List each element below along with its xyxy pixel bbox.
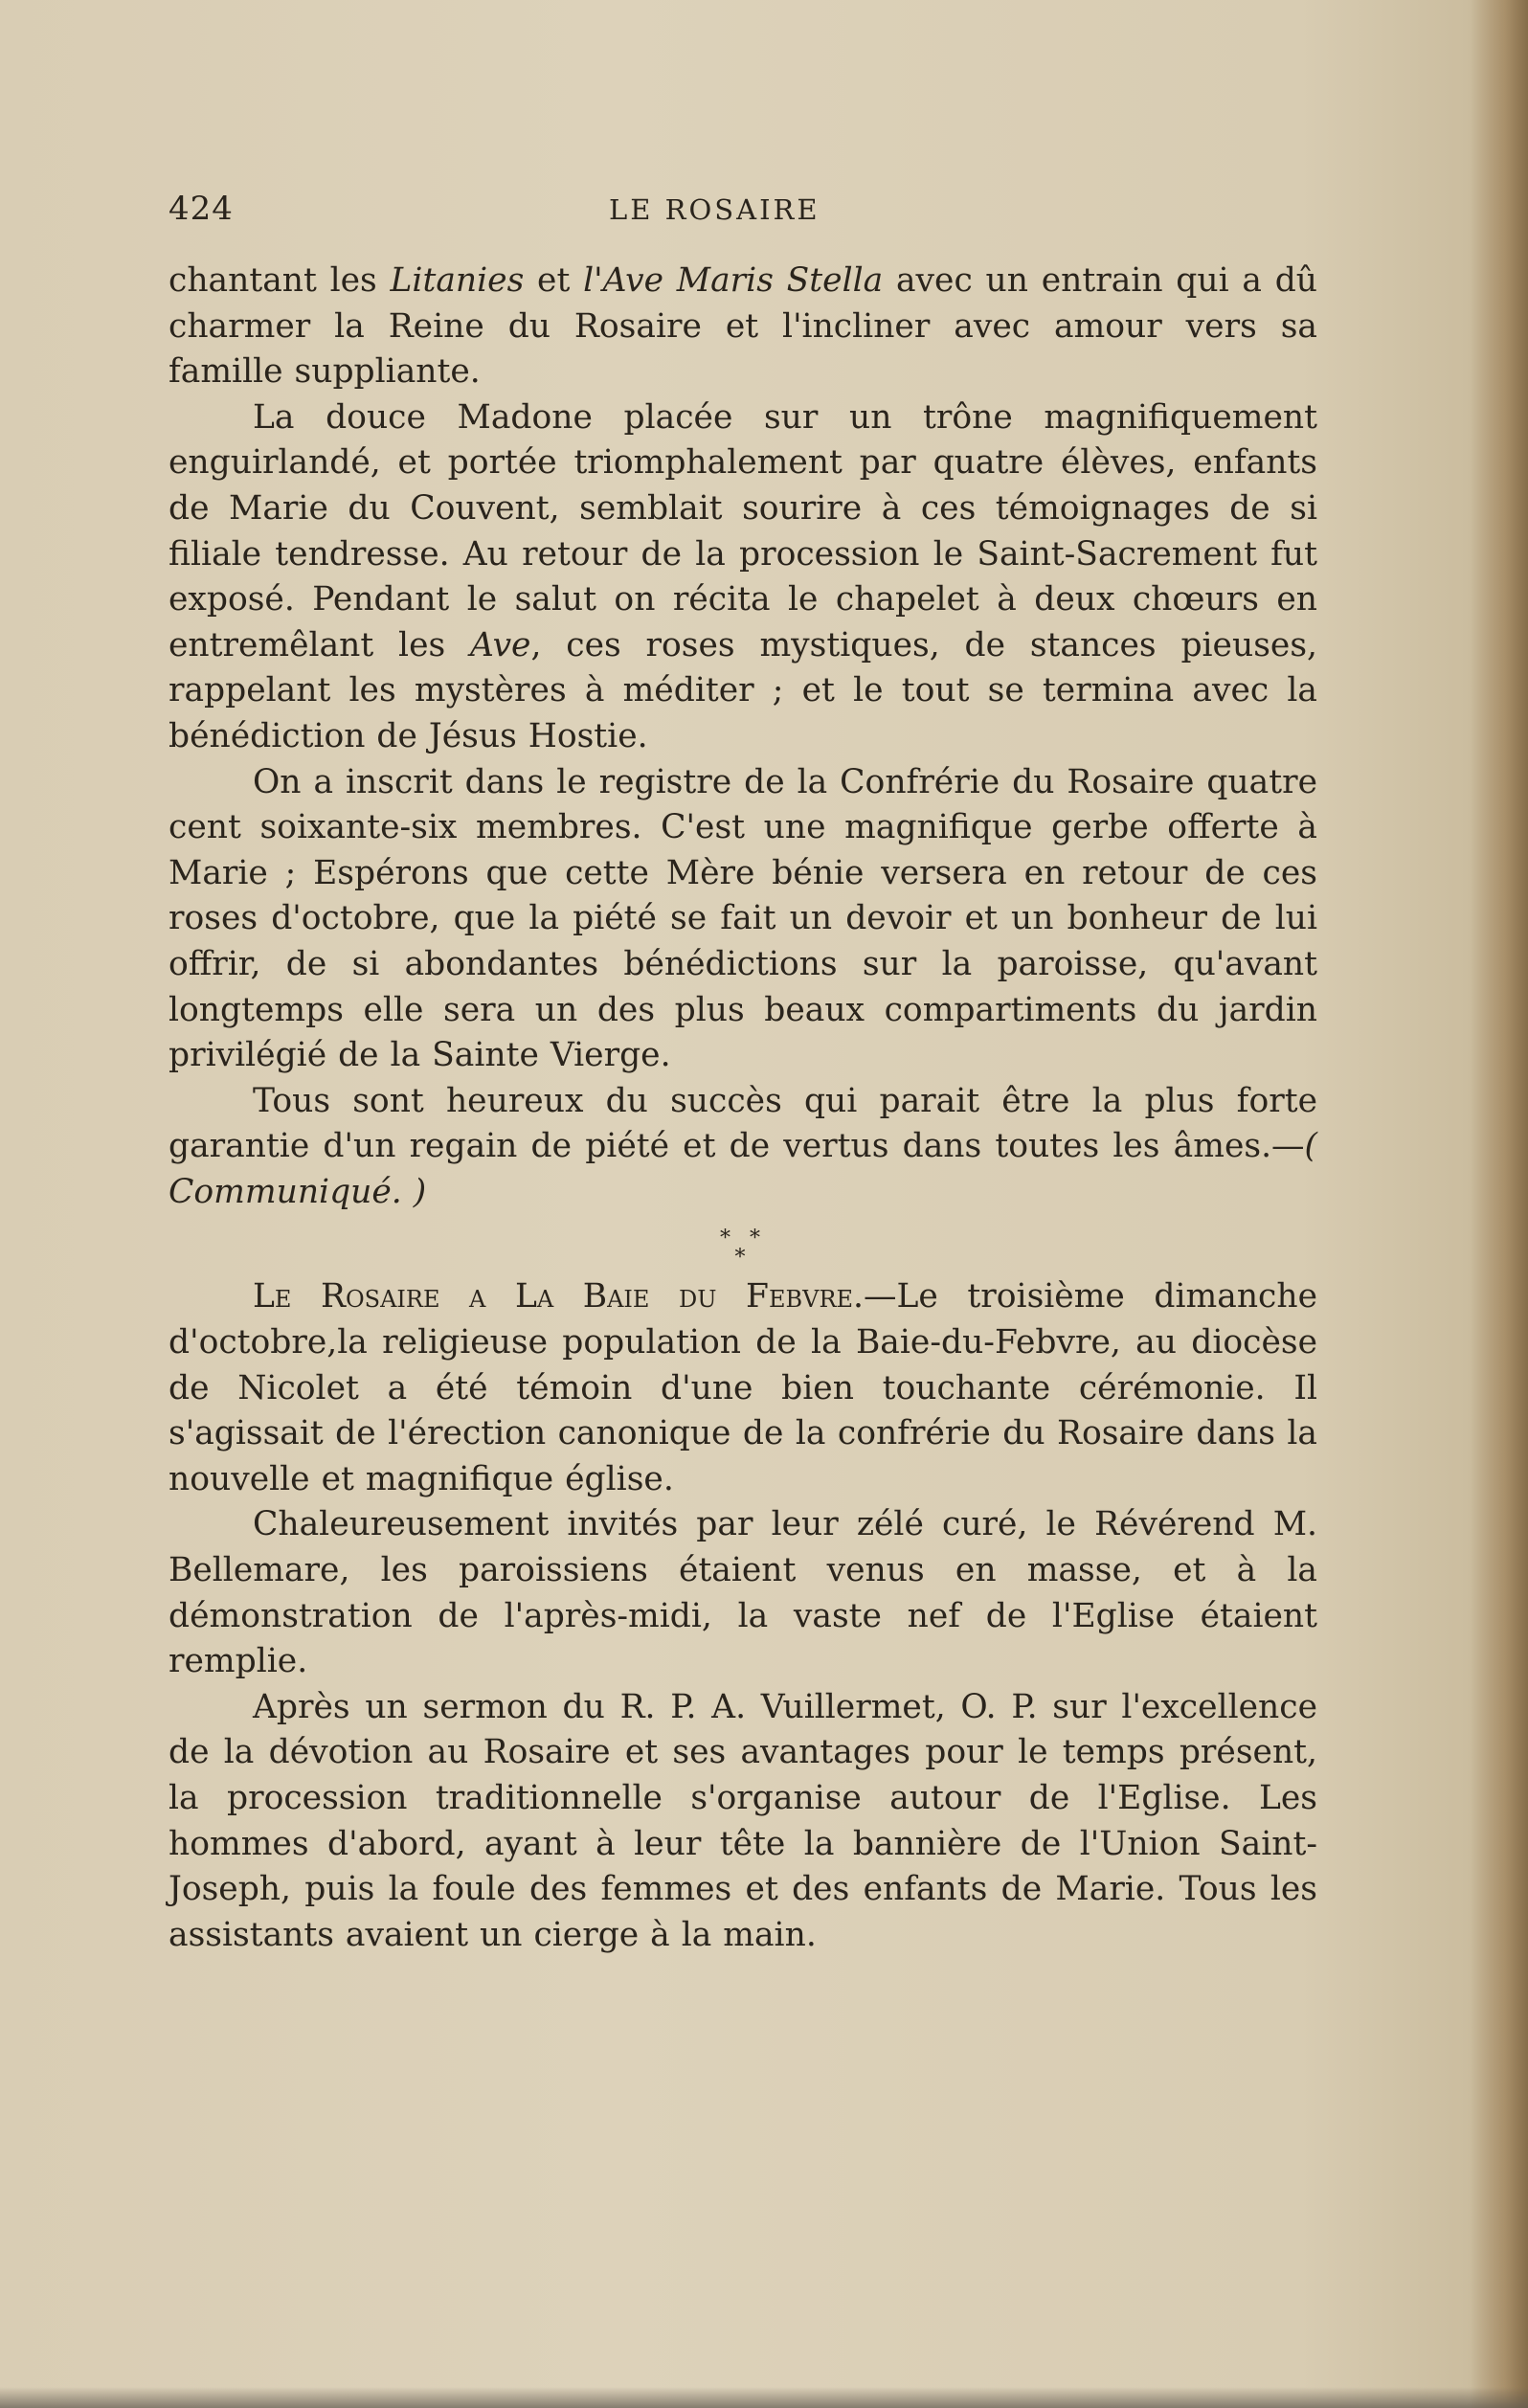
paragraph-6: Chaleureusement invités par leur zélé curé, le Révérend M. Bellemare, les paroissiens étaient venus en masse, et à la démonstration de l'après-midi, la vaste nef de l'Eglise étaient remplie. bbox=[169, 1505, 1317, 1681]
paragraph-7: Après un sermon du R. P. A. Vuillermet, O. P. sur l'excellence de la dévotion au Rosaire et ses avantages pour le temps présent, la procession traditionnelle s'organise autour de l'Eglise. Les hommes d'abord, ayant à leur tête la bannière de l'Union Saint-Joseph, puis la foule des femmes et des enfants de Marie. Tous les assistants avaient un cierge à la main. bbox=[169, 1687, 1317, 1954]
paragraph-4-text: Tous sont heureux du succès qui parait être la plus forte garantie d'un regain de piété et de vertus dans toutes les âmes.— bbox=[169, 1081, 1317, 1166]
article-body bbox=[169, 259, 1317, 1958]
page-bottom-edge bbox=[0, 2387, 1528, 2408]
asterism-top: * * bbox=[720, 1227, 766, 1251]
page-header bbox=[169, 190, 1317, 237]
paragraph-5-text: —Le troisième dimanche d'octobre,la religieuse population de la Baie-du-Febvre, au diocèse de Nicolet a été témoin d'une bien touchante cérémonie. Il s'agissait de l'érection canonique de la confrérie du Rosaire dans la nouvelle et magnifique église. bbox=[169, 1277, 1317, 1498]
paragraph-4-italic-communique: ( Communiqué. ) bbox=[169, 1127, 1317, 1211]
paragraph-5 bbox=[169, 1274, 1317, 1502]
paragraph-1 bbox=[169, 259, 1317, 395]
paragraph-1-text-b: et bbox=[524, 261, 584, 300]
page-number: 424 bbox=[169, 190, 234, 228]
paragraph-4 bbox=[169, 1079, 1317, 1216]
section-heading-baie-du-febvre: Le Rosaire a La Baie du Febvre. bbox=[253, 1277, 865, 1317]
paragraph-2 bbox=[169, 395, 1317, 760]
running-title: LE ROSAIRE bbox=[609, 193, 820, 226]
paragraph-2-text-b: , ces roses mystiques, de stances pieuses, rappelant les mystères à méditer ; et le tout se termina avec la bénédiction de Jésus Hostie. bbox=[169, 625, 1317, 755]
paragraph-3: On a inscrit dans le registre de la Confrérie du Rosaire quatre cent soixante-six membres. C'est une magnifique gerbe offerte à Marie ; Espérons que cette Mère bénie versera en retour de ces roses d'octobre, que la piété se fait un devoir et un bonheur de lui offrir, de si abondantes bénédictions sur la paroisse, qu'avant longtemps elle sera un des plus beaux compartiments du jardin privilégié de la Sainte Vierge. bbox=[169, 762, 1317, 1075]
paragraph-2-italic-ave: Ave bbox=[470, 625, 531, 664]
page-gutter-shadow bbox=[1471, 0, 1528, 2408]
paragraph-1-italic-litanies: Litanies bbox=[390, 261, 525, 300]
paragraph-1-italic-ave-maris-stella: l'Ave Maris Stella bbox=[583, 261, 884, 300]
paragraph-1-text-a: chantant les bbox=[169, 261, 391, 300]
paragraph-2-text-a: La douce Madone placée sur un trône magnifiquement enguirlandé, et portée triomphalement par quatre élèves, enfants de Marie du Couvent, semblait sourire à ces témoignages de si filiale tendresse. Au retour de la procession le Saint-Sacrement fut exposé. Pendant le salut on récita le chapelet à deux chœurs en entremêlant les bbox=[169, 397, 1317, 664]
asterism-bottom: * bbox=[734, 1246, 752, 1271]
paragraph-1-text-c: avec un entrain qui a dû charmer la Reine du Rosaire et l'incliner avec amour vers sa famille suppliante. bbox=[169, 261, 1318, 392]
section-asterism bbox=[169, 1228, 1317, 1269]
